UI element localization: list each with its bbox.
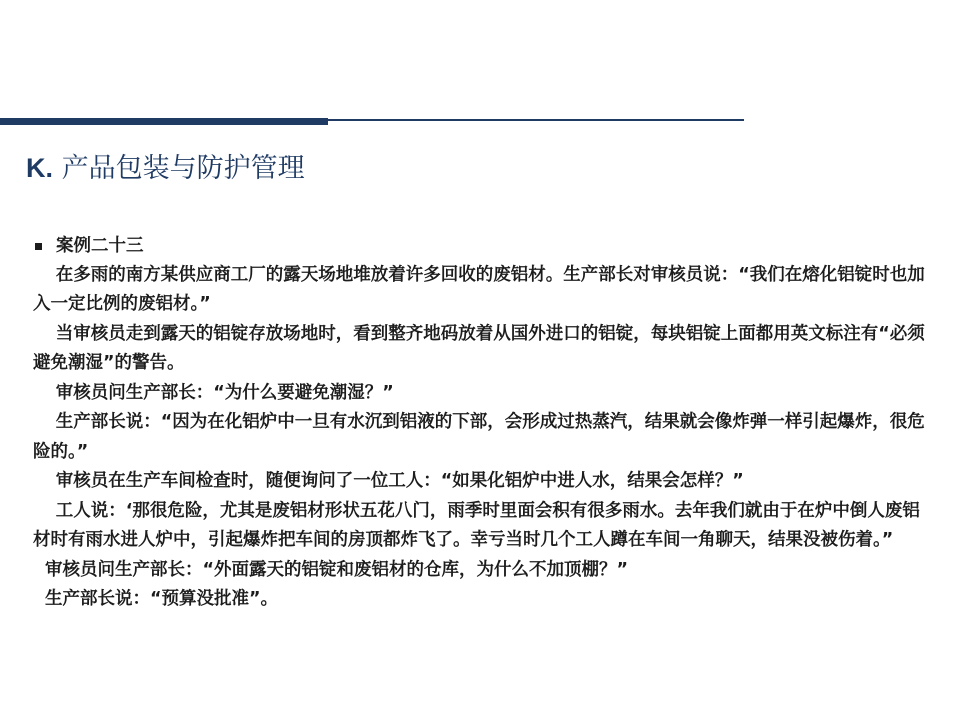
case-paragraph: 生产部长说：“因为在化铝炉中一旦有水沉到铝液的下部，会形成过热蒸汽，结果就会像炸弹一样引起爆炸，很危险的。” xyxy=(33,412,925,462)
case-paragraph: 在多雨的南方某供应商工厂的露天场地堆放着许多回收的废铝材。生产部长对审核员说：“我们在熔化铝锭时也加入一定比例的废铝材。” xyxy=(33,264,925,314)
slide-title-prefix: K. xyxy=(26,153,53,183)
case-heading xyxy=(33,232,931,262)
case-paragraph: 生产部长说：“预算没批准”。 xyxy=(45,589,279,609)
case-heading-text: 案例二十三 xyxy=(56,236,144,256)
case-paragraph: 当审核员走到露天的铝锭存放场地时，看到整齐地码放着从国外进口的铝锭，每块铝锭上面都用英文标注有“必须避免潮湿”的警告。 xyxy=(33,323,925,373)
case-paragraph: 审核员问生产部长：“为什么要避免潮湿？” xyxy=(55,382,394,403)
case-paragraph: 工人说：‘那很危险，尤其是废铝材形状五花八门，雨季时里面会积有很多雨水。去年我们就由于在炉中倒人废铝材时有雨水进人炉中，引起爆炸把车间的房顶都炸飞了。幸亏当时几个工人蹲在车间一角聊天，结果没被伤着。” xyxy=(33,500,920,550)
case-content xyxy=(33,232,931,615)
slide-title-text: 产品包装与防护管理 xyxy=(53,153,305,184)
square-bullet-icon xyxy=(35,243,42,250)
case-paragraph: 审核员问生产部长：“外面露天的铝锭和废铝材的仓库，为什么不加顶棚？” xyxy=(45,559,629,580)
slide-title xyxy=(26,146,305,185)
case-paragraph: 审核员在生产车间检查时，随便询问了一位工人：“如果化铝炉中进人水，结果会怎样？” xyxy=(55,471,744,491)
header-rule-thick xyxy=(0,118,328,125)
header-rule-thin xyxy=(328,119,744,121)
